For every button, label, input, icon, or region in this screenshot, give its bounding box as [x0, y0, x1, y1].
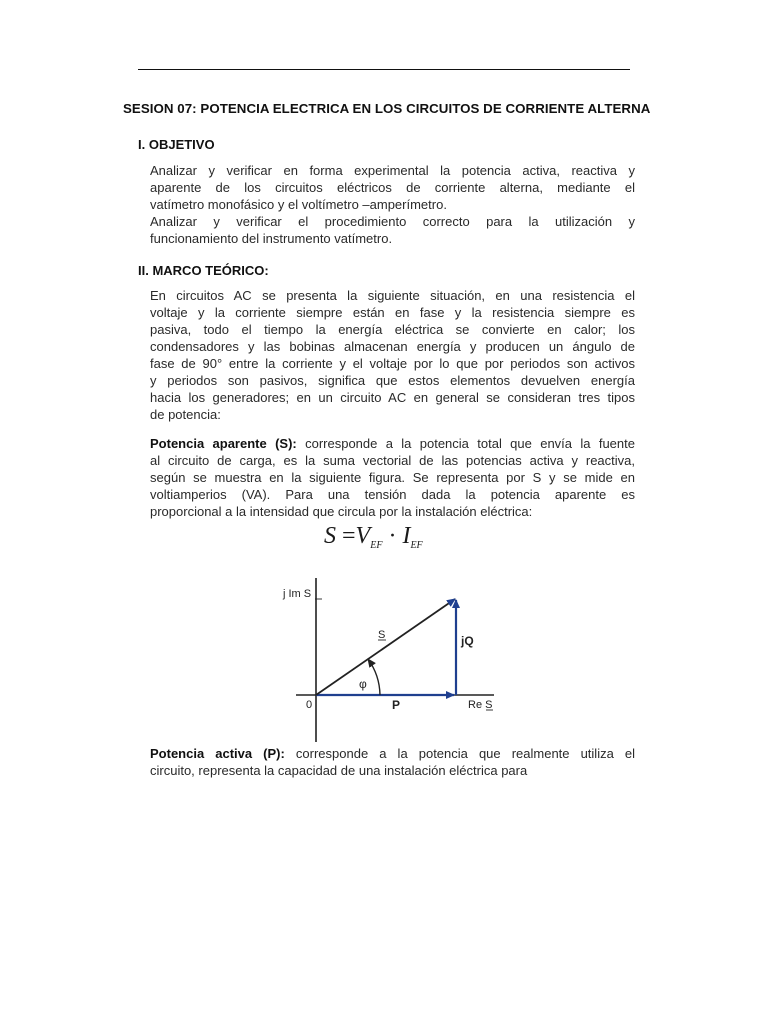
formula-dot: ·: [388, 523, 397, 549]
apparent-first-line: [150, 435, 635, 452]
apparent-power-formula: [324, 523, 423, 551]
active-first-line-text: corresponde a la potencia que realmente utiliza el: [295, 746, 635, 761]
theory-line: condensadores y las bobinas almacenan energía y producen un ángulo de: [150, 339, 635, 354]
objective-line: aparente de los circuitos eléctricos de corriente alterna, mediante el: [150, 180, 635, 195]
active-first-line: [150, 745, 635, 762]
x-axis-label: Re S: [468, 699, 493, 711]
formula-s: S: [324, 523, 336, 549]
active-power-paragraph: [150, 745, 635, 779]
theory-line: fase de 90° entre la corriente y el voltaje por lo que por periodos son activos: [150, 356, 635, 371]
formula-v: V: [355, 523, 371, 549]
theory-line: En circuitos AC se presenta la siguiente situación, en una resistencia el: [150, 288, 635, 303]
objective-line: funcionamiento del instrumento vatímetro.: [150, 231, 393, 246]
theory-intro: [150, 287, 635, 423]
phase-angle-arc: [368, 659, 380, 695]
active-label: P: [392, 698, 401, 712]
formula-v-sub: EF: [370, 540, 383, 551]
reactive-label: jQ: [461, 634, 474, 648]
session-title: SESION 07: POTENCIA ELECTRICA EN LOS CIRCUITOS DE CORRIENTE ALTERNA: [123, 101, 651, 116]
formula-i-sub: EF: [410, 540, 423, 551]
apparent-power-paragraph: [150, 435, 635, 520]
apparent-power-vector: [316, 599, 455, 695]
theory-line: de potencia:: [150, 407, 221, 422]
objective-line: Analizar y verificar el procedimiento correcto para la utilización y: [150, 214, 635, 229]
y-axis-label: j Im S: [283, 588, 312, 600]
theory-line: y periodos son pasivos, significa que estos elementos devuelven energía: [150, 373, 635, 388]
active-line: circuito, representa la capacidad de una instalación eléctrica para: [150, 763, 528, 778]
power-triangle-diagram: [280, 572, 510, 752]
active-power-term: Potencia activa (P):: [150, 746, 285, 761]
angle-label: φ: [359, 677, 367, 691]
header-rule: [138, 69, 630, 70]
apparent-line: voltiamperios (VA). Para una tensión dada la potencia aparente es: [150, 487, 635, 502]
apparent-power-term: Potencia aparente (S):: [150, 436, 297, 451]
objective-heading: I. OBJETIVO: [138, 137, 215, 152]
apparent-line: al circuito de carga, es la suma vectorial de las potencias activa y reactiva,: [150, 453, 635, 468]
apparent-line: proporcional a la intensidad que circula por la instalación eléctrica:: [150, 504, 533, 519]
objective-text: [150, 162, 635, 247]
formula-equals: =: [342, 523, 356, 549]
objective-line: Analizar y verificar en forma experimental la potencia activa, reactiva y: [150, 163, 635, 178]
theory-line: hacia los generadores; en un circuito AC en general se consideran tres tipos: [150, 390, 635, 405]
objective-line: vatímetro monofásico y el voltímetro –amperímetro.: [150, 197, 447, 212]
formula-i: I: [402, 523, 411, 549]
origin-label: 0: [306, 699, 313, 711]
theory-line: voltaje y la corriente siempre están en fase y la resistencia siempre es: [150, 305, 635, 320]
apparent-first-line-text: corresponde a la potencia total que envía la fuente: [305, 436, 635, 451]
theory-heading: II. MARCO TEÓRICO:: [138, 263, 269, 278]
theory-line: pasiva, todo el tiempo la energía eléctrica se convierte en calor; los: [150, 322, 635, 337]
apparent-vector-label: S: [378, 629, 386, 641]
apparent-line: según se muestra en la siguiente figura. Se representa por S y se mide en: [150, 470, 635, 485]
